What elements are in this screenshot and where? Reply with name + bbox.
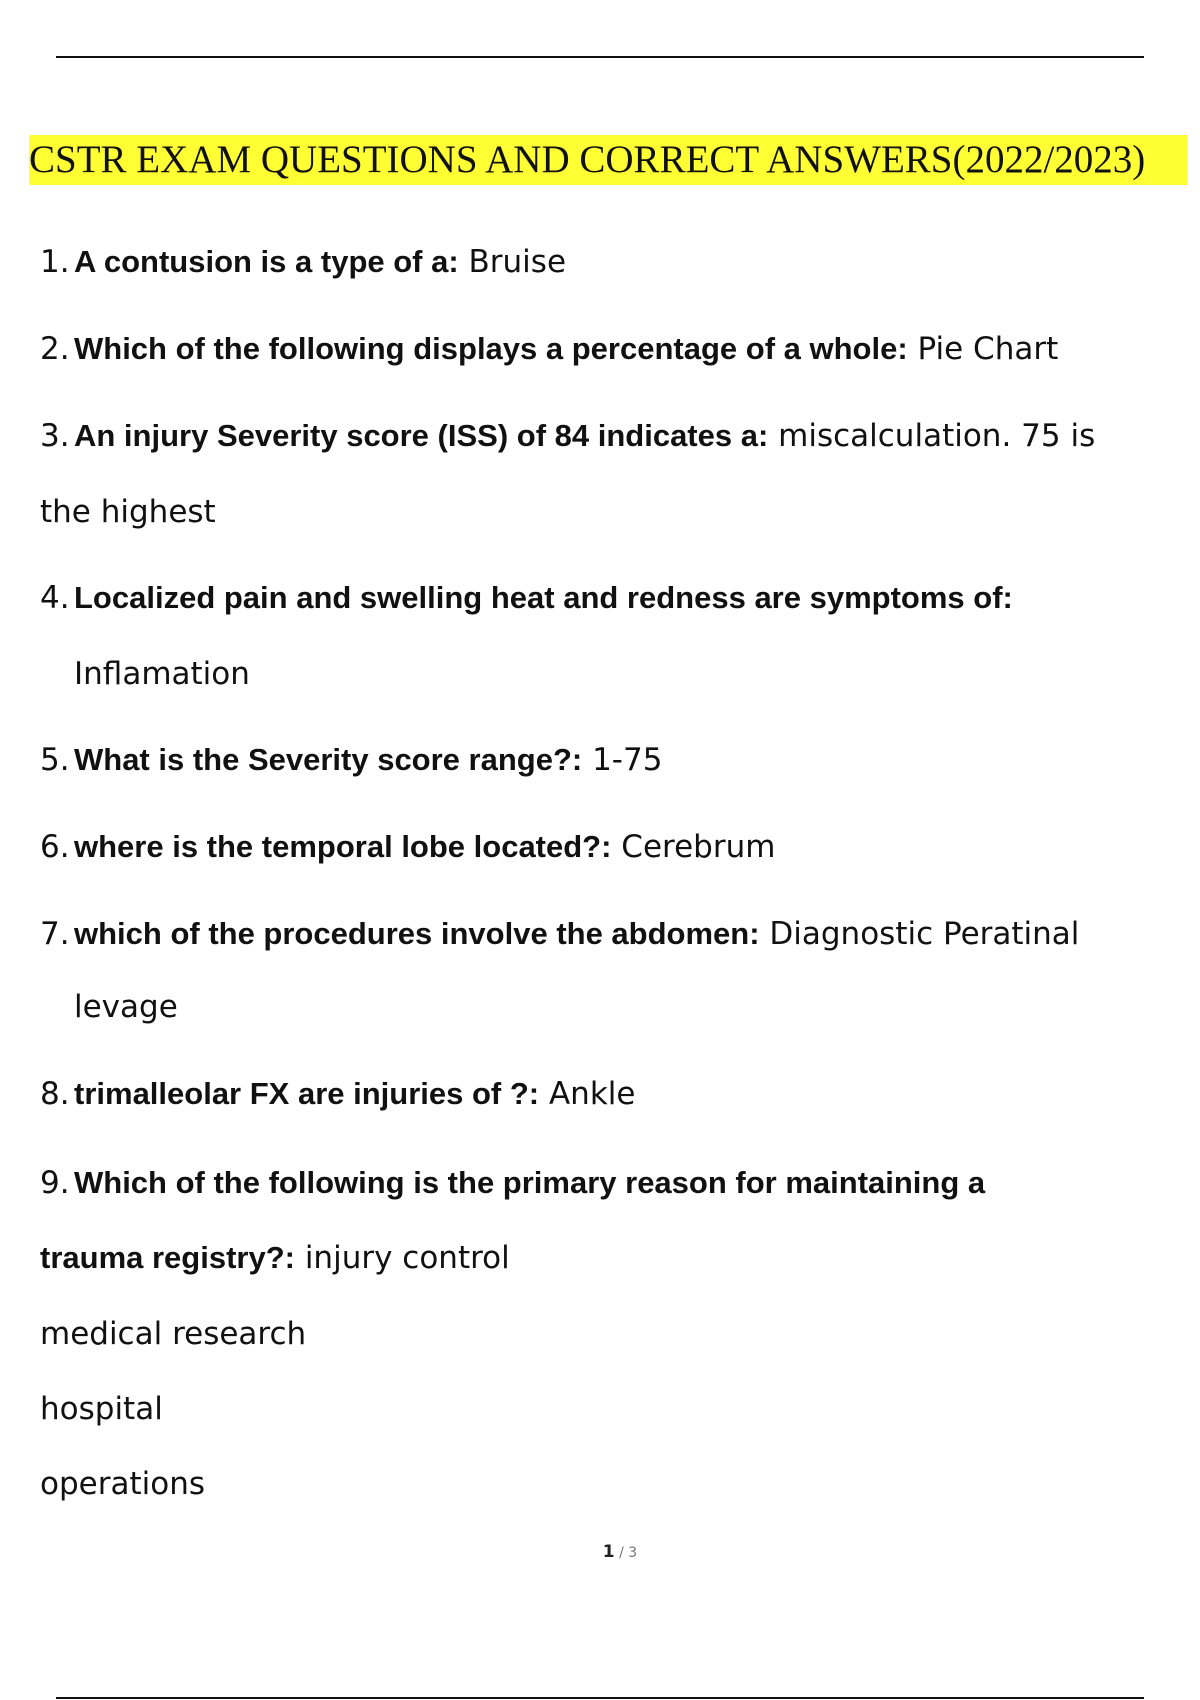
question-text: An injury Severity score (ISS) of 84 indicates a:	[74, 418, 769, 453]
answer-text: Bruise	[458, 244, 567, 280]
question-text: A contusion is a type of a:	[74, 244, 459, 279]
question-text: What is the Severity score range?:	[74, 742, 583, 777]
answer-continuation: the highest	[40, 494, 216, 530]
total-pages: 3	[628, 1545, 638, 1561]
question-number: 4.	[40, 580, 70, 616]
question-number: 2.	[40, 331, 70, 367]
top-rule	[56, 56, 1144, 58]
question-number: 1.	[40, 244, 70, 280]
answer-text: miscalculation. 75 is	[768, 418, 1096, 454]
question-text: Which of the following displays a percentage of a whole:	[74, 331, 908, 366]
answer-text: Ankle	[539, 1076, 636, 1112]
question-text: trimalleolar FX are injuries of ?:	[74, 1076, 540, 1111]
answer-option: operations	[40, 1466, 205, 1502]
question-number: 8.	[40, 1076, 70, 1112]
question-7	[40, 916, 1079, 952]
question-number: 5.	[40, 742, 70, 778]
answer-text: injury control	[294, 1240, 510, 1276]
page-title: CSTR EXAM QUESTIONS AND CORRECT ANSWERS(2022/2023)	[29, 135, 1187, 185]
question-text: trauma registry?:	[40, 1240, 295, 1275]
bottom-rule	[56, 1697, 1144, 1699]
page-separator: /	[614, 1545, 629, 1561]
answer-text: Inflamation	[74, 656, 250, 692]
question-1	[40, 244, 566, 280]
question-2	[40, 331, 1058, 367]
answer-text: Cerebrum	[611, 829, 776, 865]
question-8	[40, 1076, 635, 1112]
question-text: which of the procedures involve the abdomen:	[74, 916, 760, 951]
question-text: where is the temporal lobe located?:	[74, 829, 612, 864]
answer-text: Diagnostic Peratinal	[759, 916, 1080, 952]
page-indicator	[0, 1542, 1200, 1562]
answer-text: Pie Chart	[907, 331, 1059, 367]
question-3	[40, 418, 1095, 454]
question-continuation	[40, 1240, 510, 1276]
answer-continuation: levage	[74, 989, 178, 1025]
answer-option: medical research	[40, 1316, 307, 1352]
answer-option: hospital	[40, 1391, 163, 1427]
question-number: 7.	[40, 916, 70, 952]
question-text: Localized pain and swelling heat and redness are symptoms of:	[74, 580, 1013, 615]
question-9	[40, 1165, 985, 1201]
question-5	[40, 742, 662, 778]
current-page: 1	[602, 1542, 615, 1562]
question-number: 9.	[40, 1165, 70, 1201]
question-number: 6.	[40, 829, 70, 865]
question-4	[40, 580, 1013, 616]
question-6	[40, 829, 775, 865]
answer-text: 1-75	[582, 742, 663, 778]
question-number: 3.	[40, 418, 70, 454]
question-text: Which of the following is the primary reason for maintaining a	[74, 1165, 986, 1200]
